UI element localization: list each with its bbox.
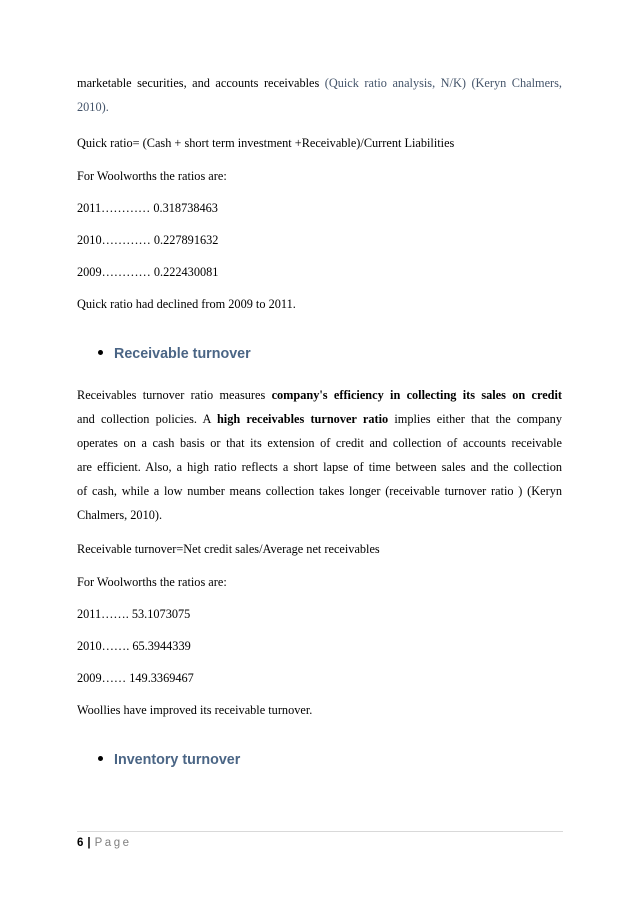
quick-ratio-lead: For Woolworths the ratios are: [77, 169, 227, 183]
receivable-conclusion: Woollies have improved its receivable turnover. [77, 703, 313, 717]
bullet-icon [98, 350, 103, 355]
quick-ratio-value-2011: 2011………… 0.318738463 [77, 201, 218, 215]
receivable-lead: For Woolworths the ratios are: [77, 575, 227, 589]
quick-ratio-value-2010: 2010………… 0.227891632 [77, 233, 219, 247]
page-label: Page [94, 837, 132, 849]
quick-ratio-value-2009: 2009………… 0.222430081 [77, 265, 219, 279]
quick-ratio-citation: (Quick ratio analysis, N/K) (Keryn Chalmers, [324, 76, 562, 90]
receivable-paragraph-line-4: are efficient. Also, a high ratio reflects a short lapse of time between sales and the collection [77, 460, 562, 474]
receivable-value-2009: 2009…… 149.3369467 [77, 671, 194, 685]
bullet-icon [98, 756, 103, 761]
heading-text: Receivable turnover [114, 346, 251, 362]
footer-divider [77, 831, 563, 832]
receivable-paragraph-line-1: Receivables turnover ratio measures company's efficiency in collecting its sales on credit [77, 388, 563, 402]
section-heading-receivable-turnover [98, 345, 251, 363]
heading-text: Inventory turnover [114, 752, 241, 768]
receivable-paragraph-line-3: operates on a cash basis or that its extension of credit and collection of accounts receivable [77, 436, 562, 450]
page-footer [77, 836, 131, 850]
page-number: 6 [77, 837, 84, 849]
receivable-value-2010: 2010……. 65.3944339 [77, 639, 191, 653]
quick-ratio-intro-line-2 [77, 99, 562, 115]
receivable-paragraph-line-6: Chalmers, 2010). [77, 508, 163, 522]
receivable-value-2011: 2011……. 53.1073075 [77, 607, 191, 621]
section-heading-inventory-turnover [98, 751, 240, 769]
bold-phrase: company's efficiency in collecting its sales on credit [271, 388, 563, 402]
receivable-formula: Receivable turnover=Net credit sales/Average net receivables [77, 542, 380, 556]
quick-ratio-conclusion: Quick ratio had declined from 2009 to 2011. [77, 297, 296, 311]
bold-phrase: high receivables turnover ratio [216, 412, 389, 426]
receivable-paragraph-line-2: and collection policies. A high receivables turnover ratio implies either that the company [77, 412, 562, 426]
quick-ratio-citation-year: 2010). [77, 100, 109, 114]
quick-ratio-formula: Quick ratio= (Cash + short term investment +Receivable)/Current Liabilities [77, 136, 455, 150]
receivable-paragraph-line-5: of cash, while a low number means collection takes longer (receivable turnover ratio ) (Keryn [77, 484, 562, 498]
footer-separator: | [87, 837, 91, 849]
quick-ratio-intro-text: marketable securities, and accounts receivables [77, 76, 320, 90]
quick-ratio-intro-line-1 [77, 75, 562, 91]
